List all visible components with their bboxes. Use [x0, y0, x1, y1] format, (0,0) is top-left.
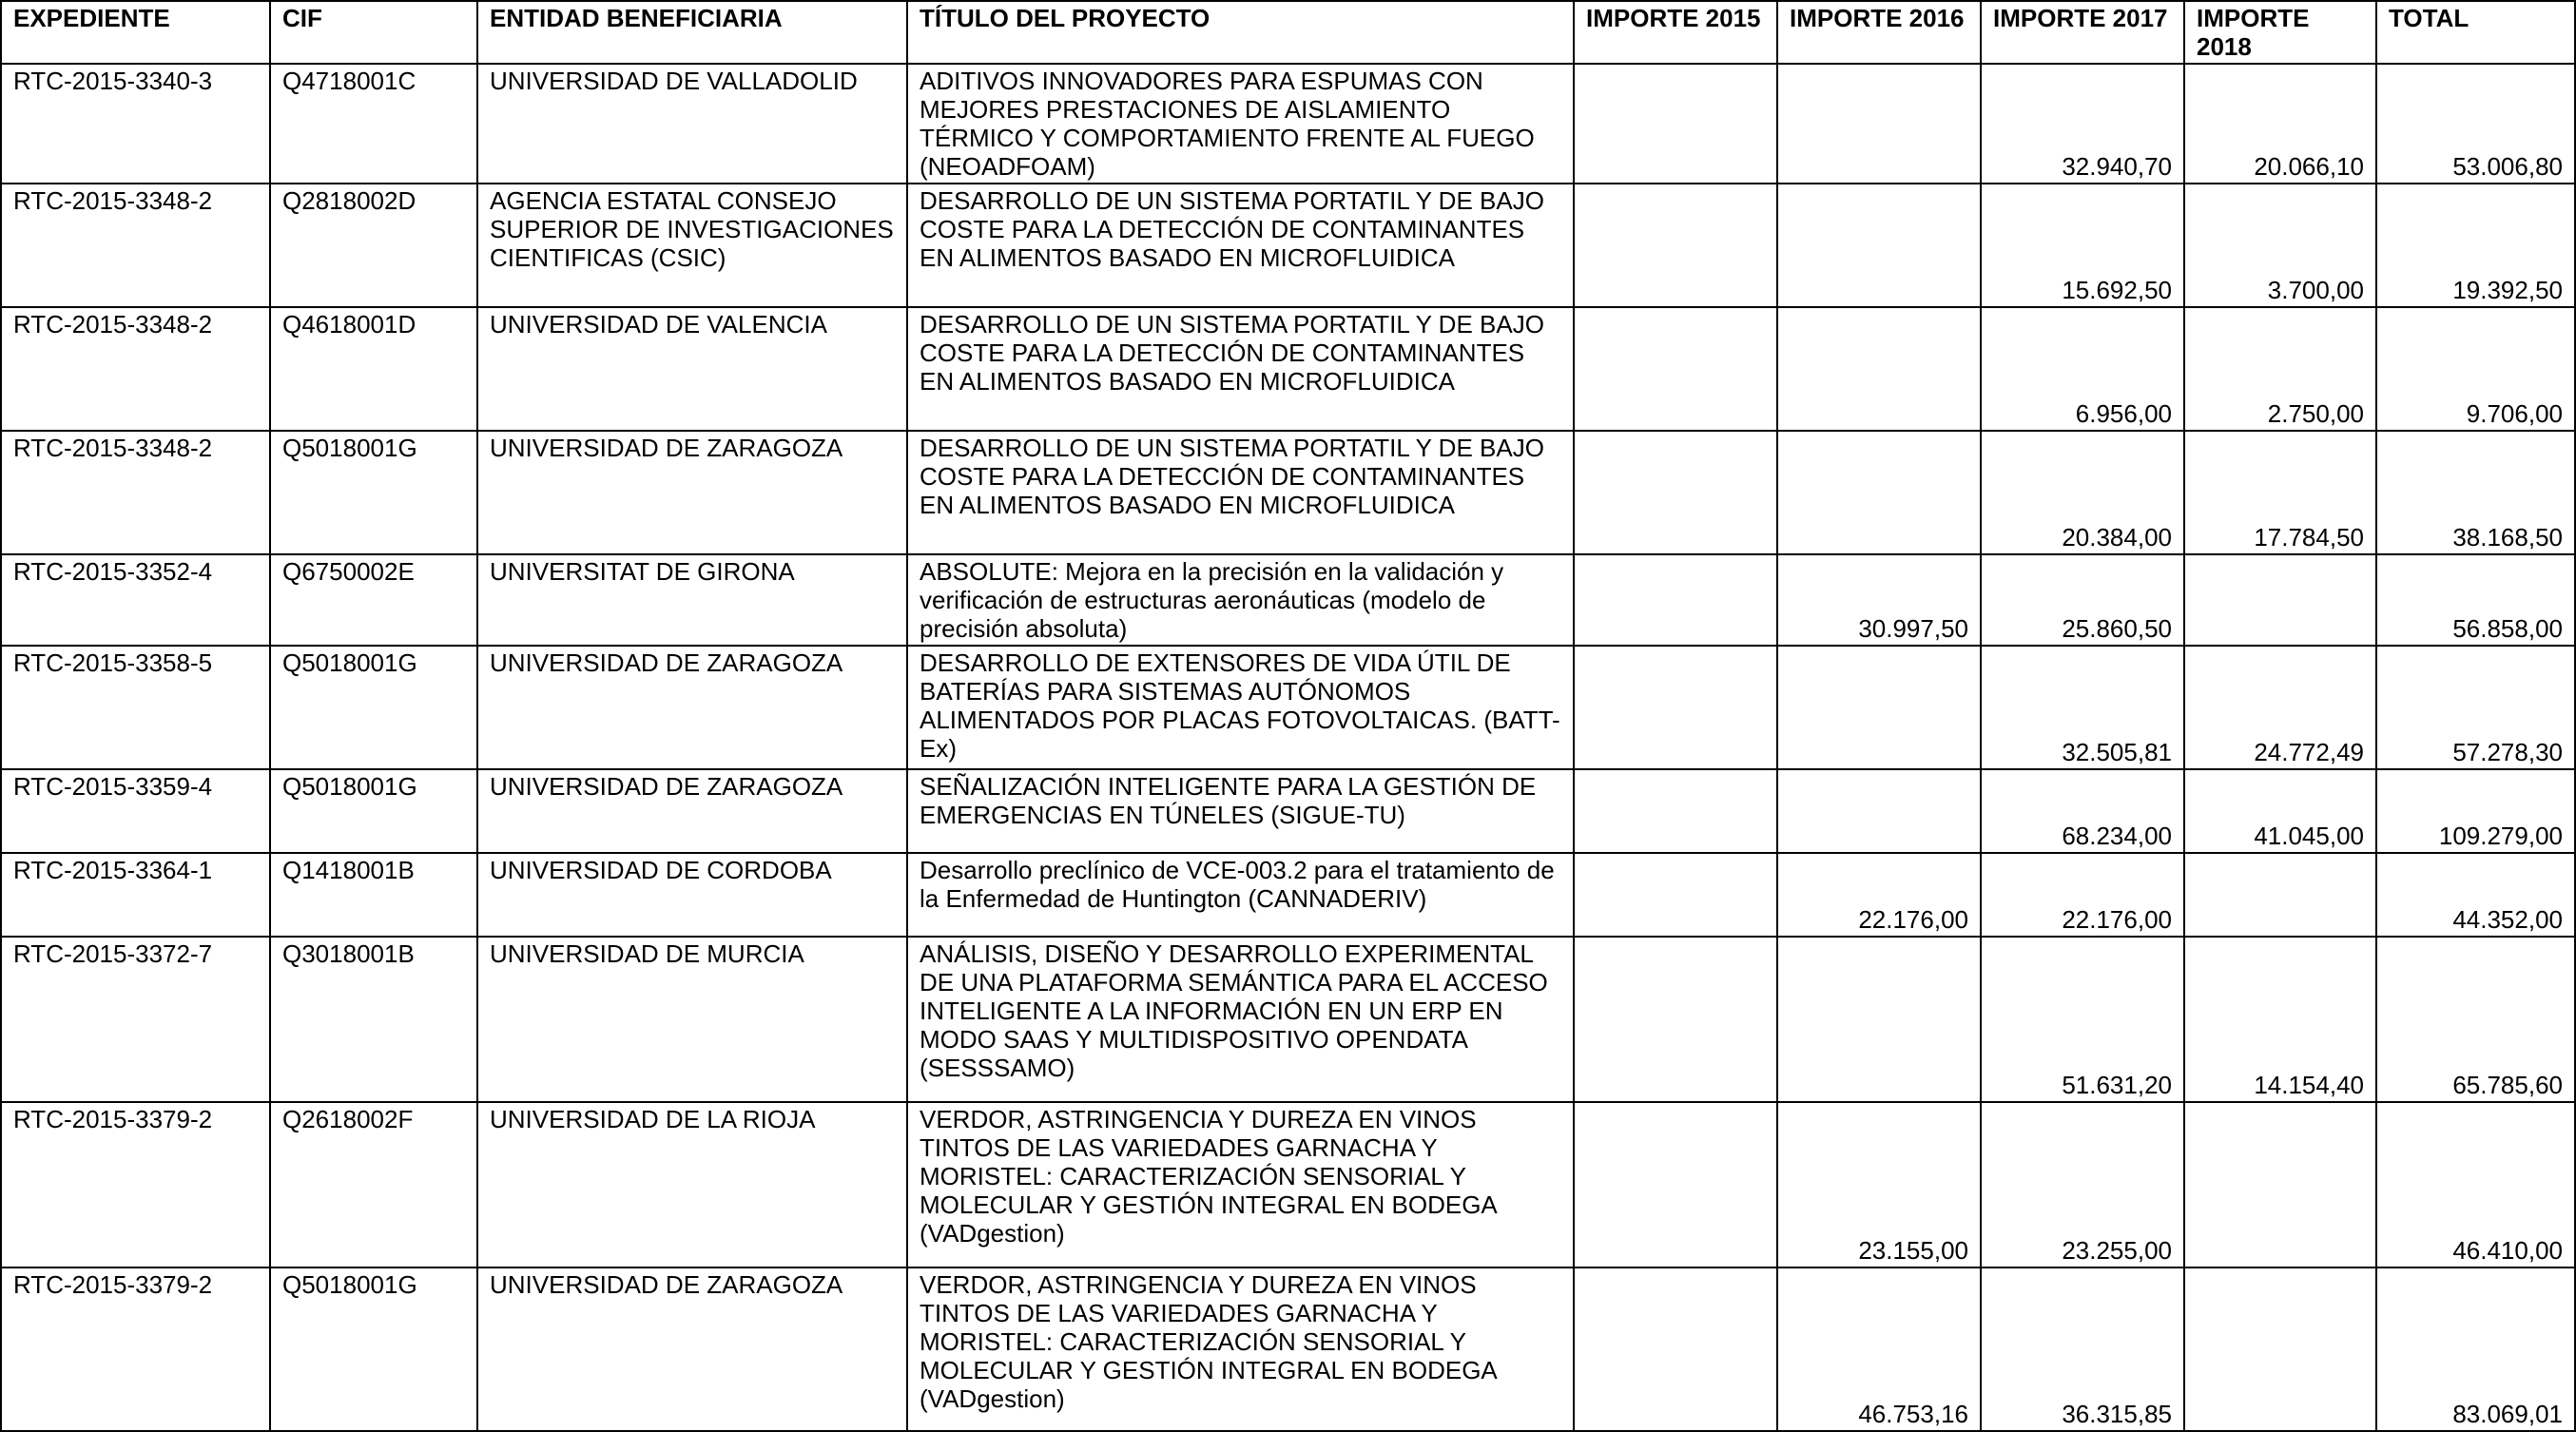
cell-cif: Q5018001G: [270, 646, 477, 769]
table-row: [1, 937, 2575, 1102]
cell-importe-2016: 23.155,00: [1777, 1102, 1981, 1268]
cell-entidad: AGENCIA ESTATAL CONSEJO SUPERIOR DE INVESTIGACIONES CIENTIFICAS (CSIC): [477, 184, 907, 307]
cell-importe-2017: 32.940,70: [1981, 64, 2184, 184]
cell-importe-2016: [1777, 184, 1981, 307]
cell-importe-2015: [1574, 184, 1777, 307]
cell-cif: Q4618001D: [270, 307, 477, 431]
cell-titulo: DESARROLLO DE UN SISTEMA PORTATIL Y DE BAJO COSTE PARA LA DETECCIÓN DE CONTAMINANTES EN ALIMENTOS BASADO EN MICROFLUIDICA: [907, 431, 1574, 554]
cell-importe-2015: [1574, 937, 1777, 1102]
cell-titulo: VERDOR, ASTRINGENCIA Y DUREZA EN VINOS TINTOS DE LAS VARIEDADES GARNACHA Y MORISTEL: CARACTERIZACIÓN SENSORIAL Y MOLECULAR Y GESTIÓN INTEGRAL EN BODEGA (VADgestion): [907, 1268, 1574, 1431]
cell-entidad: UNIVERSIDAD DE ZARAGOZA: [477, 1268, 907, 1431]
cell-entidad: UNIVERSITAT DE GIRONA: [477, 554, 907, 646]
header-importe-2017: IMPORTE 2017: [1981, 1, 2184, 64]
cell-importe-2016: [1777, 431, 1981, 554]
cell-entidad: UNIVERSIDAD DE ZARAGOZA: [477, 646, 907, 769]
cell-entidad: UNIVERSIDAD DE VALLADOLID: [477, 64, 907, 184]
cell-importe-2016: [1777, 937, 1981, 1102]
cell-importe-2018: 2.750,00: [2184, 307, 2376, 431]
cell-importe-2015: [1574, 307, 1777, 431]
table-row: [1, 554, 2575, 646]
cell-importe-2018: 14.154,40: [2184, 937, 2376, 1102]
cell-titulo: ANÁLISIS, DISEÑO Y DESARROLLO EXPERIMENTAL DE UNA PLATAFORMA SEMÁNTICA PARA EL ACCESO INTELIGENTE A LA INFORMACIÓN EN UN ERP EN MODO SAAS Y MULTIDISPOSITIVO OPENDATA (SESSSAMO): [907, 937, 1574, 1102]
cell-total: 38.168,50: [2376, 431, 2575, 554]
cell-entidad: UNIVERSIDAD DE VALENCIA: [477, 307, 907, 431]
cell-importe-2017: 36.315,85: [1981, 1268, 2184, 1431]
cell-total: 19.392,50: [2376, 184, 2575, 307]
cell-importe-2017: 15.692,50: [1981, 184, 2184, 307]
cell-importe-2015: [1574, 1102, 1777, 1268]
header-importe-2015: IMPORTE 2015: [1574, 1, 1777, 64]
cell-importe-2018: 20.066,10: [2184, 64, 2376, 184]
cell-expediente: RTC-2015-3348-2: [1, 431, 270, 554]
cell-importe-2018: 24.772,49: [2184, 646, 2376, 769]
cell-expediente: RTC-2015-3364-1: [1, 853, 270, 937]
cell-importe-2016: [1777, 646, 1981, 769]
table-row: [1, 1102, 2575, 1268]
cell-importe-2017: 51.631,20: [1981, 937, 2184, 1102]
cell-importe-2015: [1574, 554, 1777, 646]
cell-entidad: UNIVERSIDAD DE ZARAGOZA: [477, 769, 907, 853]
cell-expediente: RTC-2015-3352-4: [1, 554, 270, 646]
cell-importe-2015: [1574, 64, 1777, 184]
cell-cif: Q4718001C: [270, 64, 477, 184]
cell-importe-2016: [1777, 307, 1981, 431]
cell-importe-2016: 22.176,00: [1777, 853, 1981, 937]
header-titulo: TÍTULO DEL PROYECTO: [907, 1, 1574, 64]
cell-total: 57.278,30: [2376, 646, 2575, 769]
cell-importe-2015: [1574, 1268, 1777, 1431]
cell-importe-2017: 25.860,50: [1981, 554, 2184, 646]
cell-importe-2018: [2184, 1268, 2376, 1431]
cell-cif: Q6750002E: [270, 554, 477, 646]
header-total: TOTAL: [2376, 1, 2575, 64]
cell-titulo: DESARROLLO DE EXTENSORES DE VIDA ÚTIL DE BATERÍAS PARA SISTEMAS AUTÓNOMOS ALIMENTADOS POR PLACAS FOTOVOLTAICAS. (BATT-Ex): [907, 646, 1574, 769]
cell-total: 56.858,00: [2376, 554, 2575, 646]
cell-expediente: RTC-2015-3348-2: [1, 307, 270, 431]
cell-total: 44.352,00: [2376, 853, 2575, 937]
cell-titulo: DESARROLLO DE UN SISTEMA PORTATIL Y DE BAJO COSTE PARA LA DETECCIÓN DE CONTAMINANTES EN ALIMENTOS BASADO EN MICROFLUIDICA: [907, 307, 1574, 431]
cell-entidad: UNIVERSIDAD DE ZARAGOZA: [477, 431, 907, 554]
table-row: [1, 646, 2575, 769]
header-importe-2016: IMPORTE 2016: [1777, 1, 1981, 64]
cell-total: 83.069,01: [2376, 1268, 2575, 1431]
cell-importe-2017: 20.384,00: [1981, 431, 2184, 554]
cell-cif: Q5018001G: [270, 769, 477, 853]
cell-cif: Q5018001G: [270, 1268, 477, 1431]
table-row: [1, 307, 2575, 431]
table-row: [1, 431, 2575, 554]
cell-titulo: DESARROLLO DE UN SISTEMA PORTATIL Y DE BAJO COSTE PARA LA DETECCIÓN DE CONTAMINANTES EN ALIMENTOS BASADO EN MICROFLUIDICA: [907, 184, 1574, 307]
cell-entidad: UNIVERSIDAD DE LA RIOJA: [477, 1102, 907, 1268]
cell-expediente: RTC-2015-3379-2: [1, 1102, 270, 1268]
header-entidad: ENTIDAD BENEFICIARIA: [477, 1, 907, 64]
cell-importe-2018: 41.045,00: [2184, 769, 2376, 853]
cell-importe-2016: 30.997,50: [1777, 554, 1981, 646]
cell-expediente: RTC-2015-3348-2: [1, 184, 270, 307]
cell-importe-2015: [1574, 769, 1777, 853]
cell-entidad: UNIVERSIDAD DE CORDOBA: [477, 853, 907, 937]
cell-importe-2016: [1777, 64, 1981, 184]
cell-importe-2017: 23.255,00: [1981, 1102, 2184, 1268]
header-row: [1, 1, 2575, 64]
cell-importe-2015: [1574, 646, 1777, 769]
table-row: [1, 64, 2575, 184]
cell-total: 46.410,00: [2376, 1102, 2575, 1268]
cell-titulo: Desarrollo preclínico de VCE-003.2 para el tratamiento de la Enfermedad de Huntington (CANNADERIV): [907, 853, 1574, 937]
cell-expediente: RTC-2015-3358-5: [1, 646, 270, 769]
cell-importe-2018: 17.784,50: [2184, 431, 2376, 554]
cell-total: 53.006,80: [2376, 64, 2575, 184]
table-row: [1, 769, 2575, 853]
cell-importe-2017: 6.956,00: [1981, 307, 2184, 431]
header-cif: CIF: [270, 1, 477, 64]
cell-importe-2017: 32.505,81: [1981, 646, 2184, 769]
cell-cif: Q1418001B: [270, 853, 477, 937]
cell-cif: Q2818002D: [270, 184, 477, 307]
table-row: [1, 1268, 2575, 1431]
cell-importe-2018: [2184, 554, 2376, 646]
cell-titulo: ABSOLUTE: Mejora en la precisión en la validación y verificación de estructuras aeronáuticas (modelo de precisión absoluta): [907, 554, 1574, 646]
cell-expediente: RTC-2015-3379-2: [1, 1268, 270, 1431]
table-row: [1, 184, 2575, 307]
cell-importe-2017: 22.176,00: [1981, 853, 2184, 937]
cell-titulo: ADITIVOS INNOVADORES PARA ESPUMAS CON MEJORES PRESTACIONES DE AISLAMIENTO TÉRMICO Y COMPORTAMIENTO FRENTE AL FUEGO (NEOADFOAM): [907, 64, 1574, 184]
cell-importe-2018: 3.700,00: [2184, 184, 2376, 307]
cell-cif: Q2618002F: [270, 1102, 477, 1268]
cell-importe-2016: [1777, 769, 1981, 853]
cell-titulo: VERDOR, ASTRINGENCIA Y DUREZA EN VINOS TINTOS DE LAS VARIEDADES GARNACHA Y MORISTEL: CARACTERIZACIÓN SENSORIAL Y MOLECULAR Y GESTIÓN INTEGRAL EN BODEGA (VADgestion): [907, 1102, 1574, 1268]
cell-total: 109.279,00: [2376, 769, 2575, 853]
cell-cif: Q5018001G: [270, 431, 477, 554]
cell-expediente: RTC-2015-3372-7: [1, 937, 270, 1102]
header-importe-2018: IMPORTE 2018: [2184, 1, 2376, 64]
cell-importe-2016: 46.753,16: [1777, 1268, 1981, 1431]
cell-total: 9.706,00: [2376, 307, 2575, 431]
cell-expediente: RTC-2015-3340-3: [1, 64, 270, 184]
cell-entidad: UNIVERSIDAD DE MURCIA: [477, 937, 907, 1102]
cell-importe-2017: 68.234,00: [1981, 769, 2184, 853]
cell-titulo: SEÑALIZACIÓN INTELIGENTE PARA LA GESTIÓN DE EMERGENCIAS EN TÚNELES (SIGUE-TU): [907, 769, 1574, 853]
cell-importe-2018: [2184, 853, 2376, 937]
cell-importe-2015: [1574, 853, 1777, 937]
cell-expediente: RTC-2015-3359-4: [1, 769, 270, 853]
cell-importe-2015: [1574, 431, 1777, 554]
cell-cif: Q3018001B: [270, 937, 477, 1102]
cell-importe-2018: [2184, 1102, 2376, 1268]
table-row: [1, 853, 2575, 937]
header-expediente: EXPEDIENTE: [1, 1, 270, 64]
cell-total: 65.785,60: [2376, 937, 2575, 1102]
